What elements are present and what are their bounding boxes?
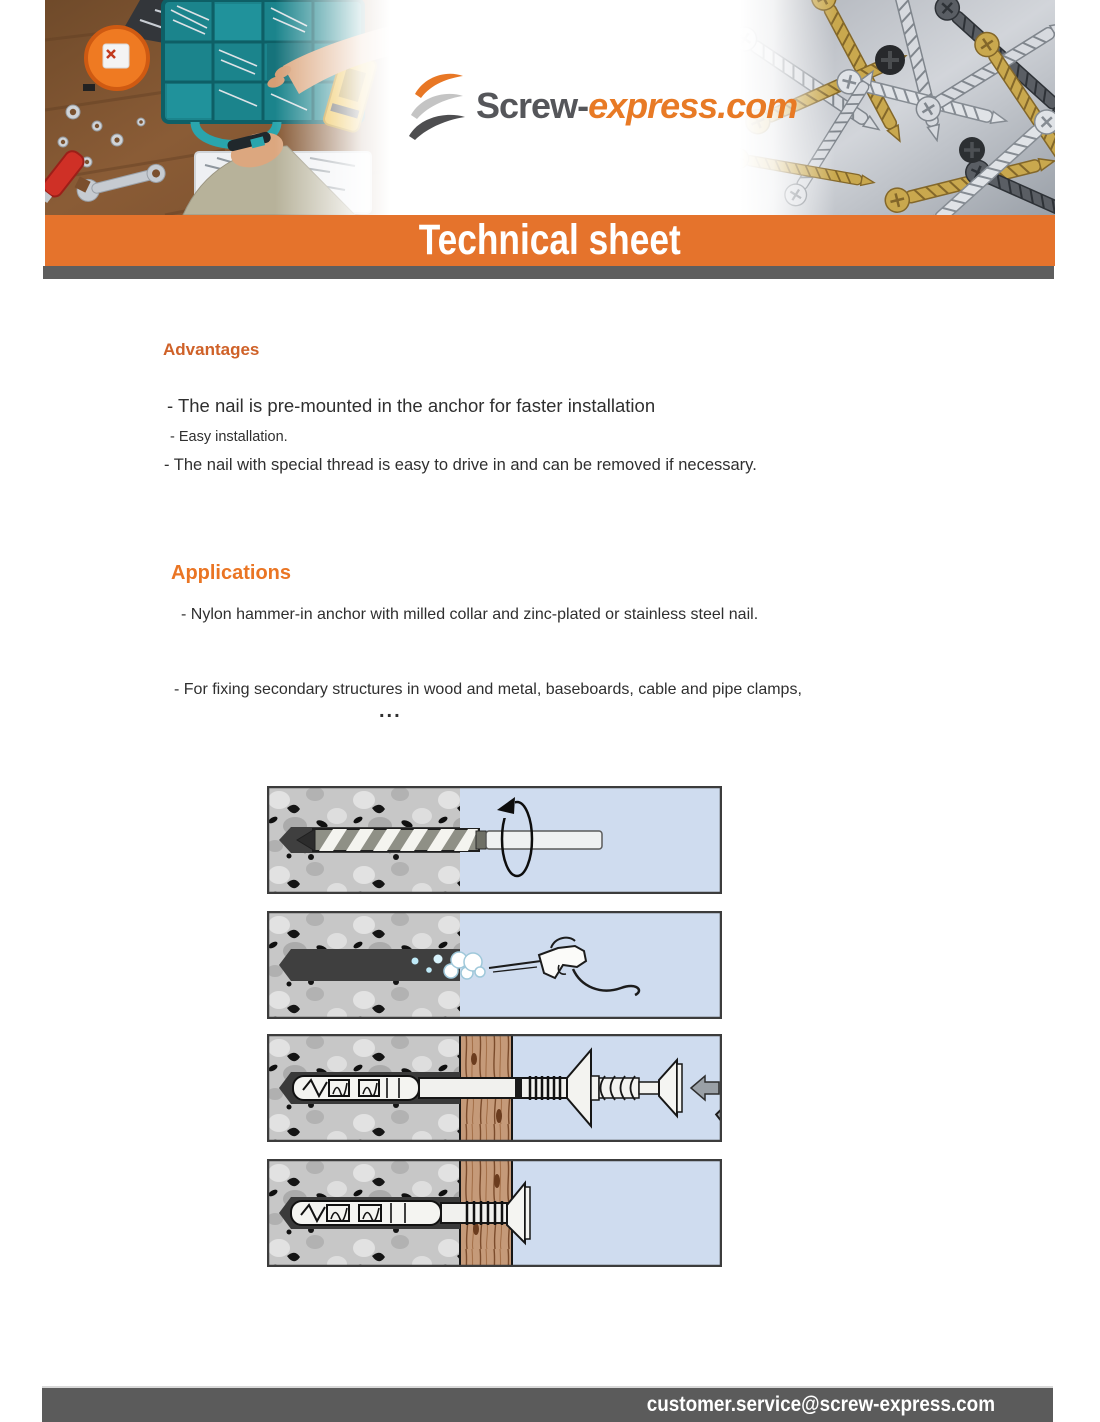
banner-title: Technical sheet <box>419 216 681 264</box>
workbench-photo <box>45 0 390 215</box>
drill-bit <box>297 829 602 851</box>
figure-drill-hole-step <box>267 786 722 894</box>
logo <box>407 66 797 146</box>
application-item: - For fixing secondary structures in wood and metal, baseboards, cable and pipe clamps, <box>174 681 802 698</box>
header <box>45 0 1055 215</box>
footer-email: customer.service@screw-express.com <box>646 1393 995 1416</box>
brand-name-gray: Screw- <box>476 85 589 126</box>
advantages-heading: Advantages <box>163 340 260 359</box>
divider-bar <box>43 266 1054 279</box>
footer-bar <box>42 1386 1053 1422</box>
applications-heading: Applications <box>171 562 292 584</box>
application-item: - Nylon hammer-in anchor with milled collar and zinc-plated or stainless steel nail. <box>181 606 759 623</box>
swoosh-logo-icon <box>407 70 469 142</box>
brand-name-orange: express.com <box>588 85 798 126</box>
figure-hammer-nail-step <box>267 1034 722 1142</box>
advantage-item: - The nail with special thread is easy to drive in and can be removed if necessary. <box>164 456 757 474</box>
technical-sheet-banner <box>45 215 1055 266</box>
application-item-ellipsis: ... <box>379 700 402 722</box>
advantage-item: - Easy installation. <box>170 429 288 445</box>
figure-installed-anchor-step <box>267 1159 722 1267</box>
advantage-item: - The nail is pre-mounted in the anchor for faster installation <box>167 395 656 416</box>
figure-clean-hole-step <box>267 911 722 1019</box>
